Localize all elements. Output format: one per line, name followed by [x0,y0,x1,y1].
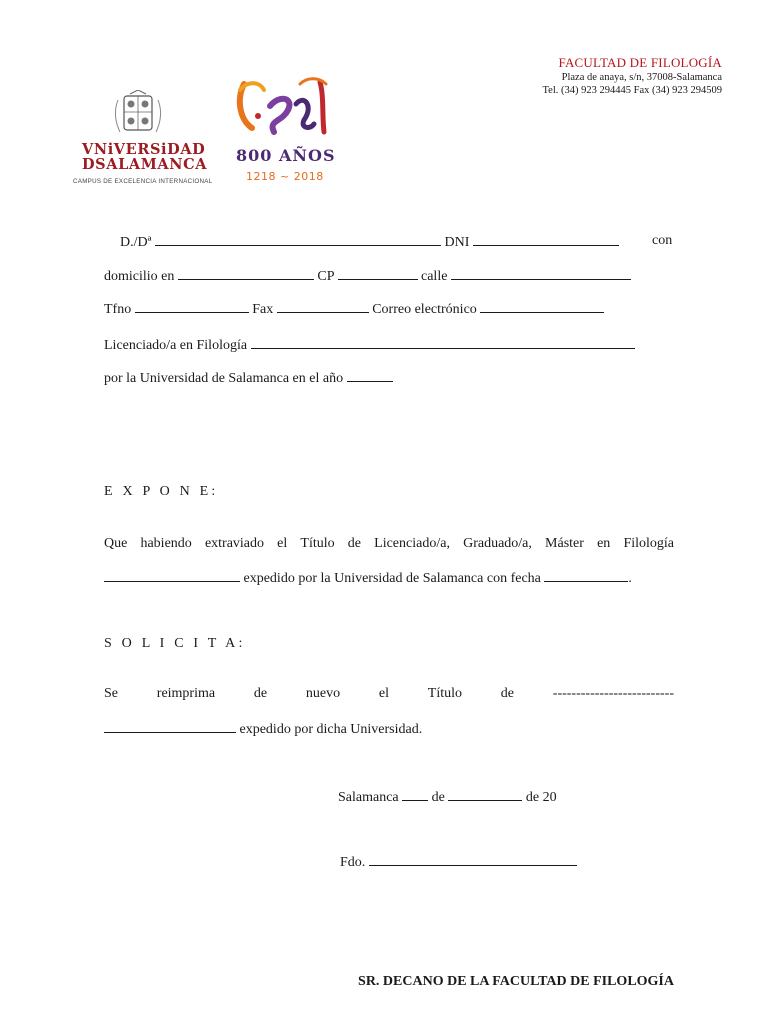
expone-line2 [104,569,632,587]
university-logo [68,90,218,190]
university-name [82,142,207,172]
expone-word: Graduado/a, [463,536,532,551]
day-field[interactable] [402,788,428,801]
form-line-name [120,233,619,251]
solicita-line2 [104,720,422,738]
anniversary-years: 1218 ~ 2018 [246,170,324,183]
fax-field[interactable] [277,300,369,313]
signature-field[interactable] [369,853,577,866]
expone-word: Licenciado/a, [374,536,450,551]
expone-word: Título [300,536,335,551]
expone-word: de [347,536,362,551]
expone-heading: E X P O N E: [104,484,219,499]
domicilio-label: domicilio en [104,269,175,284]
domicilio-field[interactable] [178,267,314,280]
expone-word: en [597,536,611,551]
degree-name-field[interactable] [104,569,240,582]
faculty-contact [543,71,723,97]
expone-word: Filología [623,536,674,551]
place-label: Salamanca [338,790,399,805]
form-line-address [104,267,631,285]
degree-label: Licenciado/a en Filología [104,338,248,353]
addressee: SR. DECANO DE LA FACULTAD DE FILOLOGÍA [358,974,674,989]
form-line-year [104,369,393,387]
university-crest-icon [108,90,168,140]
cp-field[interactable] [338,267,418,280]
university-campus: CAMPUS DE EXCELENCIA INTERNACIONAL [73,178,213,185]
date-field[interactable] [544,569,628,582]
form-line-degree [104,336,635,354]
title-dash-field[interactable]: -------------------------- [552,686,674,701]
solicita-word: Título [427,686,462,701]
email-field[interactable] [480,300,604,313]
expone-word: el [277,536,288,551]
solicita-issued-text: expedido por dicha Universidad. [239,722,423,737]
signature-line [340,853,577,871]
university-name-line1: VNiVERSiDAD [82,141,206,158]
cp-label: CP [317,269,334,284]
name-field[interactable] [155,233,441,246]
fax-label: Fax [252,302,274,317]
form-line-contact [104,300,604,318]
usal-anniversary-icon [230,76,340,146]
expone-word: Máster [545,536,584,551]
faculty-name: FACULTAD DE FILOLOGÍA [558,55,722,70]
faculty-phone-fax: Tel. (34) 923 294445 Fax (34) 923 294509 [542,85,722,96]
year-label: por la Universidad de Salamanca en el año [104,371,344,386]
month-field[interactable] [448,788,522,801]
de-label: de [431,790,445,805]
tfno-field[interactable] [135,300,249,313]
year-prefix-label: de 20 [525,790,557,805]
con-label: con [652,233,673,248]
calle-label: calle [421,269,448,284]
expone-line1 [104,536,674,552]
expone-word: Que [104,536,128,551]
tfno-label: Tfno [104,302,132,317]
solicita-line1 [104,686,674,702]
solicita-word: Se [104,686,118,701]
year-field[interactable] [347,369,393,382]
anniversary-800-label: 800 AÑOS [236,146,336,165]
anniversary-logo [230,76,340,188]
solicita-word: el [378,686,389,701]
calle-field[interactable] [451,267,631,280]
expone-issued-text: expedido por la Universidad de Salamanca con fecha [243,571,541,586]
solicita-word: nuevo [305,686,341,701]
solicita-word: reimprima [156,686,216,701]
email-label: Correo electrónico [372,302,477,317]
solicita-word: de [500,686,514,701]
faculty-address: Plaza de anaya, s/n, 37008-Salamanca [561,72,722,83]
solicita-heading: S O L I C I T A: [104,636,246,651]
name-label: D./Dª [120,235,152,250]
degree-field[interactable] [251,336,635,349]
title-field[interactable] [104,720,236,733]
dni-field[interactable] [473,233,619,246]
solicita-word: de [253,686,268,701]
university-name-line2: DSALAMANCA [82,156,208,173]
expone-word: extraviado [204,536,265,551]
fdo-label: Fdo. [340,855,366,870]
expone-word: habiendo [140,536,192,551]
expone-period: . [628,571,632,586]
dni-label: DNI [444,235,470,250]
date-line [338,788,557,806]
